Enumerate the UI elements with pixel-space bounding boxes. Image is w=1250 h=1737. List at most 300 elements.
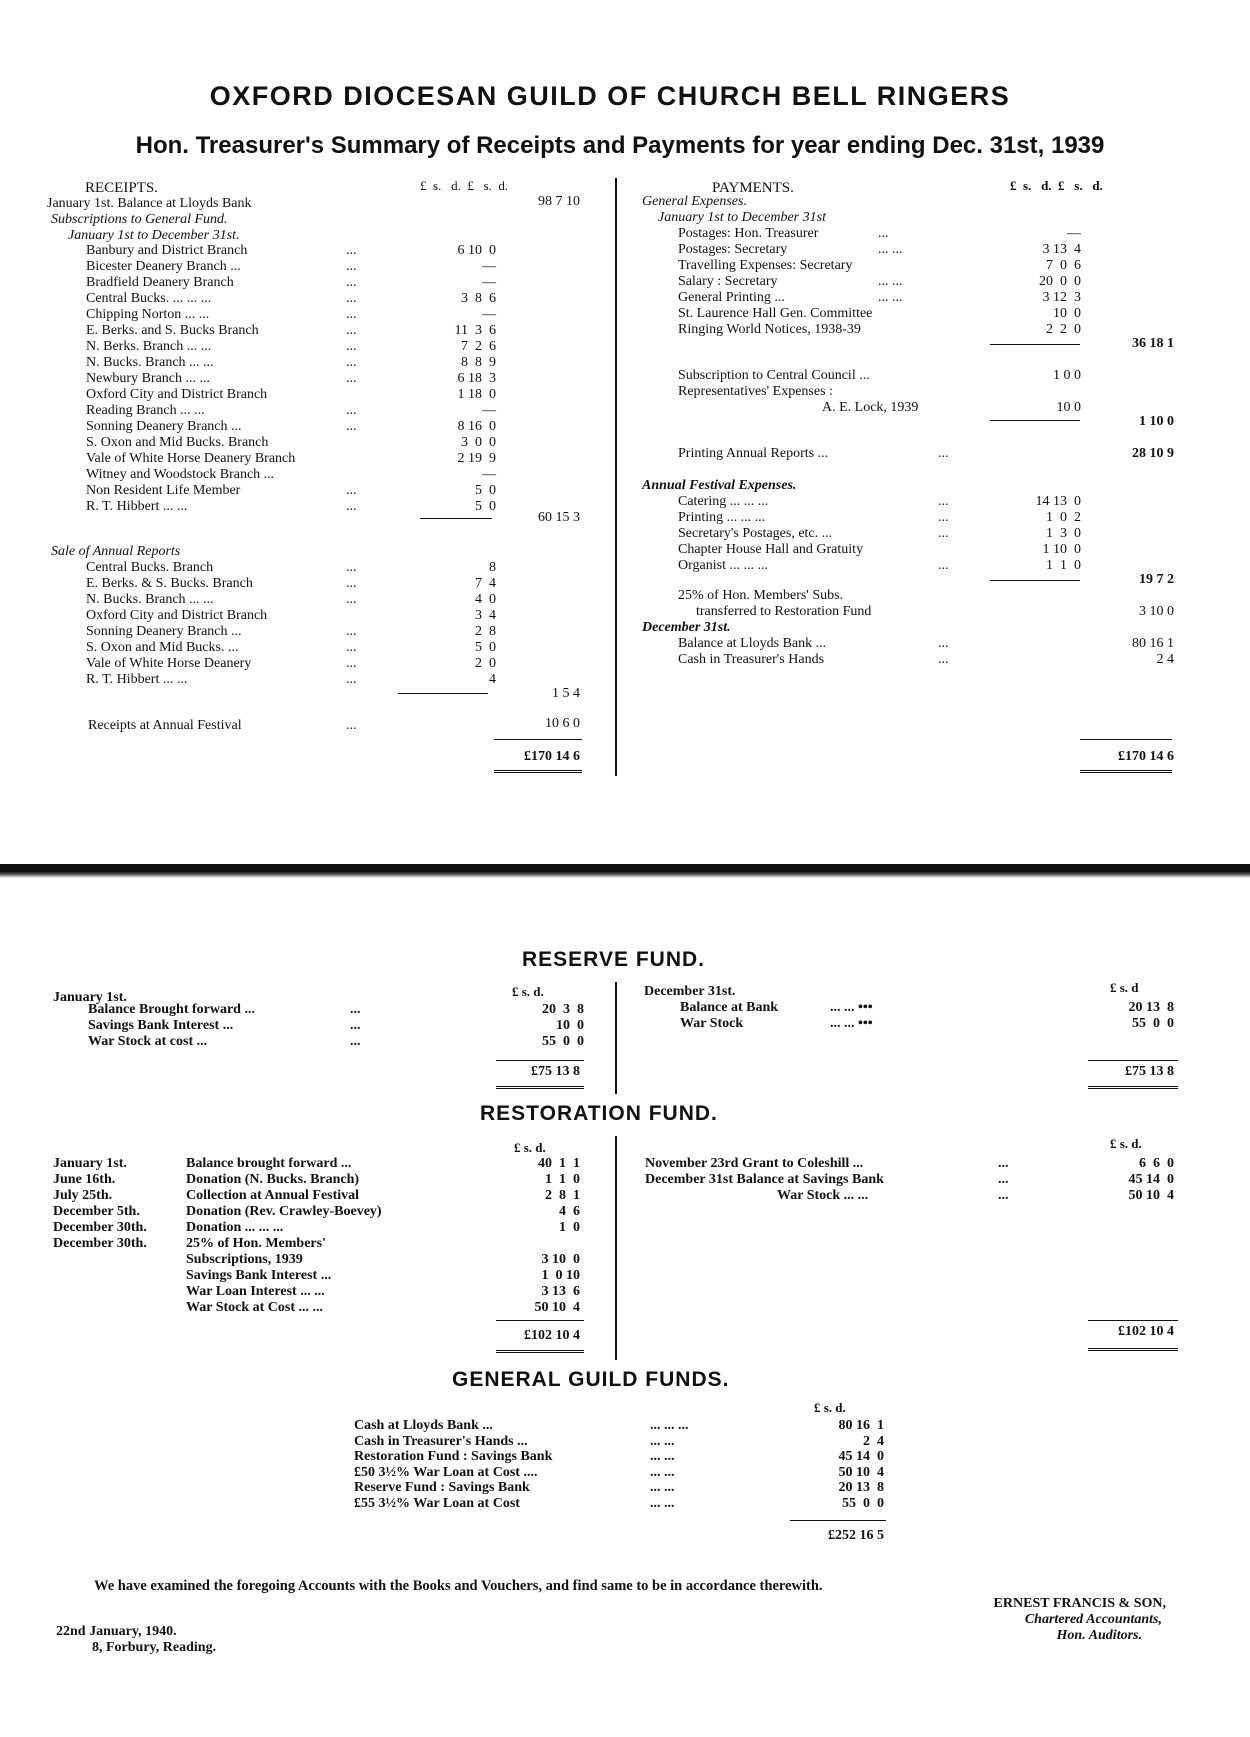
leader-dots: ... bbox=[346, 560, 357, 575]
reserve-divider bbox=[615, 982, 617, 1094]
entry-amount: 5 0 bbox=[475, 499, 496, 514]
entry-amount: 1 0 10 bbox=[541, 1268, 580, 1283]
entry-label: N. Bucks. Branch ... ... bbox=[86, 355, 214, 370]
reserve-left-row bbox=[88, 1018, 598, 1034]
receipts-balance-amount: 98 7 10 bbox=[538, 194, 580, 209]
reserve-left-lsd: £ s. d. bbox=[512, 984, 544, 999]
general-fund-row bbox=[354, 1480, 894, 1496]
entry-amount: 8 16 0 bbox=[457, 419, 496, 434]
festival-dots: ... bbox=[346, 718, 357, 733]
restoration-right-row bbox=[645, 1188, 1180, 1204]
entry-label: N. Berks. Branch ... ... bbox=[86, 339, 212, 354]
festival-expense-row bbox=[678, 558, 1088, 574]
payments-grand-total: £170 14 6 bbox=[1118, 749, 1174, 764]
entry-label: Donation (Rev. Crawley-Boevey) bbox=[186, 1204, 382, 1219]
sale-row bbox=[86, 592, 496, 608]
entry-amount: 8 8 9 bbox=[461, 355, 496, 370]
festival-expense-row bbox=[678, 510, 1088, 526]
leader-dots: ... bbox=[346, 307, 357, 322]
payments-total-rule bbox=[1080, 739, 1172, 740]
entry-amount: 3 13 6 bbox=[541, 1284, 580, 1299]
general-expense-row bbox=[678, 306, 1088, 322]
reserve-left-rule bbox=[496, 1060, 584, 1061]
entry-label: Witney and Woodstock Branch ... bbox=[86, 467, 275, 482]
cash-amount: 2 4 bbox=[1156, 652, 1174, 667]
leader-dots: ... bbox=[346, 576, 357, 591]
receipts-balance-line: January 1st. Balance at Lloyds Bank bbox=[47, 196, 252, 211]
leader-dots: ... bbox=[346, 592, 357, 607]
dec-heading: December 31st. bbox=[642, 620, 731, 635]
restoration-left-row bbox=[53, 1156, 593, 1172]
footer-address: 8, Forbury, Reading. bbox=[92, 1640, 217, 1655]
reserve-right-heading: December 31st. bbox=[644, 984, 736, 999]
leader-dots: ... bbox=[346, 624, 357, 639]
entry-amount: 6 18 3 bbox=[457, 371, 496, 386]
entry-date: June 16th. bbox=[53, 1172, 116, 1187]
entry-label: Central Bucks. ... ... ... bbox=[86, 291, 212, 306]
entry-amount: 10 0 bbox=[1053, 306, 1081, 321]
general-fund-row bbox=[354, 1465, 894, 1481]
subscription-row bbox=[86, 307, 496, 323]
reserve-left-row bbox=[88, 1002, 598, 1018]
page-separator bbox=[0, 864, 1250, 878]
leader-dots: ... bbox=[938, 558, 949, 573]
restoration-left-lsd: £ s. d. bbox=[514, 1140, 546, 1155]
subs-period: January 1st to December 31st. bbox=[68, 228, 240, 243]
restoration-left-row bbox=[186, 1268, 596, 1284]
reserve-right-total: £75 13 8 bbox=[1125, 1064, 1174, 1079]
reserve-right-lsd: £ s. d bbox=[1110, 980, 1139, 995]
leader-dots: ... bbox=[346, 656, 357, 671]
auditor-firm: ERNEST FRANCIS & SON, bbox=[993, 1596, 1166, 1611]
entry-label: General Printing ... bbox=[678, 290, 785, 305]
central-council: Subscription to Central Council ... bbox=[678, 368, 870, 383]
festival-expense-row bbox=[678, 494, 1088, 510]
leader-dots: ... bbox=[346, 323, 357, 338]
entry-label: War Loan Interest ... ... bbox=[186, 1284, 325, 1299]
subscription-row bbox=[86, 435, 496, 451]
entry-label: Catering ... ... ... bbox=[678, 494, 769, 509]
leader-dots: ... ... bbox=[650, 1480, 675, 1495]
restoration-left-row bbox=[53, 1204, 593, 1220]
entry-label: War Stock at cost ... bbox=[88, 1034, 208, 1049]
leader-dots: ... bbox=[346, 419, 357, 434]
general-lsd: £ s. d. bbox=[814, 1400, 846, 1415]
leader-dots: ... bbox=[346, 371, 357, 386]
subscription-row bbox=[86, 243, 496, 259]
festival-expense-row bbox=[678, 526, 1088, 542]
leader-dots: ... bbox=[346, 243, 357, 258]
leader-dots: ... bbox=[346, 339, 357, 354]
entry-amount: 1 0 bbox=[559, 1220, 580, 1235]
entry-label: Chipping Norton ... ... bbox=[86, 307, 210, 322]
entry-label: Printing ... ... ... bbox=[678, 510, 766, 525]
entry-label: Chapter House Hall and Gratuity bbox=[678, 542, 864, 557]
restoration-title: RESTORATION FUND. bbox=[480, 1102, 718, 1125]
entry-amount: 2 8 1 bbox=[545, 1188, 580, 1203]
entry-amount: 3 12 3 bbox=[1042, 290, 1081, 305]
entry-amount: 80 16 1 bbox=[838, 1418, 884, 1433]
entry-amount: 50 10 4 bbox=[838, 1464, 884, 1480]
leader-dots: ... bbox=[938, 510, 949, 525]
entry-label: £50 3½% War Loan at Cost .... bbox=[354, 1464, 538, 1480]
subscription-row bbox=[86, 483, 496, 499]
leader-dots: ... bbox=[998, 1172, 1009, 1187]
subs-total: 60 15 3 bbox=[538, 510, 580, 525]
entry-label: Travelling Expenses: Secretary bbox=[678, 258, 853, 273]
leader-dots: ... bbox=[350, 1034, 361, 1049]
sales-total: 1 5 4 bbox=[552, 686, 580, 701]
entry-amount: 20 13 8 bbox=[838, 1480, 884, 1495]
general-expense-row bbox=[678, 290, 1088, 306]
restoration-right-row bbox=[645, 1156, 1180, 1172]
printing-label: Printing Annual Reports ... bbox=[678, 446, 829, 461]
entry-label: Balance brought forward ... bbox=[186, 1156, 352, 1171]
entry-amount: 50 10 4 bbox=[1128, 1188, 1174, 1203]
general-expense-row bbox=[678, 242, 1088, 258]
subscription-row bbox=[86, 499, 496, 515]
general-expense-row bbox=[678, 258, 1088, 274]
subscription-row bbox=[86, 403, 496, 419]
subscription-row bbox=[86, 371, 496, 387]
restoration-left-row bbox=[186, 1252, 596, 1268]
entry-amount: 6 6 0 bbox=[1139, 1156, 1174, 1171]
entry-amount: 45 14 0 bbox=[838, 1449, 884, 1464]
entry-label: Cash at Lloyds Bank ... bbox=[354, 1418, 493, 1433]
entry-amount: 4 bbox=[489, 672, 496, 687]
leader-dots: ... bbox=[350, 1018, 361, 1033]
leader-dots: ... ... bbox=[650, 1464, 675, 1480]
entry-date: July 25th. bbox=[53, 1188, 113, 1203]
reserve-left-row bbox=[88, 1034, 598, 1050]
restoration-right-rule bbox=[1088, 1320, 1178, 1321]
festival-expense-row bbox=[678, 542, 1088, 558]
entry-label: November 23rd Grant to Coleshill ... bbox=[645, 1156, 864, 1171]
leader-dots: ... bbox=[346, 672, 357, 687]
entry-label: Donation (N. Bucks. Branch) bbox=[186, 1172, 360, 1187]
gen-total: 36 18 1 bbox=[1132, 336, 1174, 351]
entry-label: Oxford City and District Branch bbox=[86, 387, 268, 402]
reserve-right-row bbox=[680, 1016, 1180, 1032]
entry-label: Bradfield Deanery Branch bbox=[86, 275, 234, 290]
entry-date: January 1st. bbox=[53, 1156, 127, 1171]
entry-amount: 1 3 0 bbox=[1046, 526, 1081, 541]
document-title: OXFORD DIOCESAN GUILD OF CHURCH BELL RINGERS bbox=[209, 81, 1011, 111]
entry-amount: 4 0 bbox=[475, 592, 496, 607]
entry-amount: 3 13 4 bbox=[1042, 242, 1081, 257]
festival-label: Receipts at Annual Festival bbox=[88, 718, 242, 733]
entry-amount: 1 1 0 bbox=[1046, 558, 1081, 573]
rep-rule bbox=[990, 420, 1080, 421]
general-rule bbox=[790, 1520, 886, 1521]
gen-exp-heading: General Expenses. bbox=[642, 194, 747, 209]
auditor-role2: Hon. Auditors. bbox=[1056, 1628, 1142, 1643]
lloyds-amount: 80 16 1 bbox=[1132, 636, 1174, 651]
subscription-row bbox=[86, 387, 496, 403]
leader-dots: ... bbox=[350, 1002, 361, 1017]
entry-amount: 50 10 4 bbox=[534, 1300, 580, 1315]
fest-heading: Annual Festival Expenses. bbox=[642, 478, 797, 493]
restoration-right-row bbox=[645, 1172, 1180, 1188]
leader-dots: ... bbox=[346, 403, 357, 418]
reserve-left-total: £75 13 8 bbox=[531, 1064, 580, 1079]
reserve-right-rule2 bbox=[1088, 1086, 1178, 1089]
subscription-row bbox=[86, 291, 496, 307]
leader-dots: ... bbox=[346, 259, 357, 274]
general-fund-row bbox=[354, 1449, 894, 1465]
entry-label: Postages: Hon. Treasurer bbox=[678, 226, 819, 241]
restoration-left-total: £102 10 4 bbox=[524, 1328, 580, 1343]
reserve-right-rule bbox=[1088, 1060, 1178, 1061]
entry-amount: — bbox=[482, 467, 496, 482]
entry-label: War Stock ... ... bbox=[777, 1188, 869, 1203]
rep-amount: 10 0 bbox=[1056, 400, 1081, 415]
general-fund-row bbox=[354, 1496, 894, 1512]
entry-label: E. Berks. and S. Bucks Branch bbox=[86, 323, 259, 338]
entry-amount: 20 0 0 bbox=[1039, 274, 1081, 289]
receipts-heading: RECEIPTS. bbox=[85, 180, 158, 196]
entry-amount: 3 0 0 bbox=[461, 435, 496, 450]
rep-total: 1 10 0 bbox=[1139, 414, 1174, 429]
general-fund-row bbox=[354, 1434, 894, 1450]
entry-label: Bicester Deanery Branch ... bbox=[86, 259, 241, 274]
entry-amount: 20 3 8 bbox=[542, 1002, 584, 1017]
subscription-row bbox=[86, 259, 496, 275]
general-expense-row bbox=[678, 274, 1088, 290]
leader-dots: ... bbox=[346, 275, 357, 290]
receipts-total-rule bbox=[494, 739, 582, 740]
leader-dots: ... bbox=[346, 640, 357, 655]
subscription-row bbox=[86, 339, 496, 355]
entry-amount: 11 3 6 bbox=[454, 323, 496, 338]
entry-label: R. T. Hibbert ... ... bbox=[86, 499, 188, 514]
entry-label: Reading Branch ... ... bbox=[86, 403, 205, 418]
sale-row bbox=[86, 576, 496, 592]
festival-amount: 10 6 0 bbox=[545, 716, 580, 731]
receipts-grand-total: £170 14 6 bbox=[524, 749, 580, 764]
gen-exp-period: January 1st to December 31st bbox=[658, 210, 826, 225]
entry-label: S. Oxon and Mid Bucks. Branch bbox=[86, 435, 269, 450]
general-expense-row bbox=[678, 322, 1088, 338]
subscription-row bbox=[86, 467, 496, 483]
entry-label: Savings Bank Interest ... bbox=[88, 1018, 234, 1033]
entry-amount: 7 0 6 bbox=[1046, 258, 1081, 273]
fest-rule bbox=[990, 580, 1080, 581]
cash-dots: ... bbox=[938, 652, 949, 667]
entry-amount: 3 4 bbox=[475, 608, 496, 623]
entry-label: Central Bucks. Branch bbox=[86, 560, 214, 575]
leader-dots: ... ... ... bbox=[650, 1418, 689, 1433]
receipts-double-rule bbox=[494, 770, 582, 773]
entry-amount: 14 13 0 bbox=[1035, 494, 1081, 509]
entry-amount: 10 0 bbox=[556, 1018, 584, 1033]
subscription-row bbox=[86, 419, 496, 435]
general-title: GENERAL GUILD FUNDS. bbox=[452, 1368, 730, 1391]
entry-amount: — bbox=[482, 259, 496, 274]
restoration-left-row bbox=[53, 1188, 593, 1204]
entry-amount: 45 14 0 bbox=[1128, 1172, 1174, 1187]
entry-amount: 4 6 bbox=[559, 1204, 580, 1219]
sale-heading: Sale of Annual Reports bbox=[51, 544, 181, 559]
document-subtitle: Hon. Treasurer's Summary of Receipts and Payments for year ending Dec. 31st, 1939 bbox=[135, 132, 1105, 159]
entry-amount: 2 2 0 bbox=[1046, 322, 1081, 337]
entry-amount: — bbox=[482, 403, 496, 418]
entry-date: December 30th. bbox=[53, 1236, 147, 1251]
entry-label: Balance Brought forward ... bbox=[88, 1002, 255, 1017]
entry-label: Reserve Fund : Savings Bank bbox=[354, 1480, 530, 1495]
entry-label: Secretary's Postages, etc. ... bbox=[678, 526, 833, 541]
restoration-left-row bbox=[53, 1236, 593, 1252]
sales-rule bbox=[398, 693, 488, 694]
subscription-row bbox=[86, 451, 496, 467]
entry-amount: 5 0 bbox=[475, 640, 496, 655]
entry-label: Savings Bank Interest ... bbox=[186, 1268, 332, 1283]
reserve-left-heading: January 1st. bbox=[53, 990, 127, 1005]
lloyds-dots: ... bbox=[938, 636, 949, 651]
sale-row bbox=[86, 672, 496, 688]
entry-amount: 55 0 0 bbox=[1132, 1016, 1174, 1031]
audit-statement: We have examined the foregoing Accounts with the Books and Vouchers, and find same to be in accordance therewith. bbox=[94, 1578, 823, 1594]
entry-label: R. T. Hibbert ... ... bbox=[86, 672, 188, 687]
entry-label: Salary : Secretary bbox=[678, 274, 778, 289]
printing-dots: ... bbox=[938, 446, 949, 461]
entry-amount: 55 0 0 bbox=[842, 1495, 884, 1511]
entry-label: £55 3½% War Loan at Cost bbox=[354, 1495, 520, 1511]
entry-label: Subscriptions, 1939 bbox=[186, 1252, 303, 1267]
sale-row bbox=[86, 560, 496, 576]
leader-dots: ... ... bbox=[650, 1449, 675, 1464]
entry-label: Restoration Fund : Savings Bank bbox=[354, 1449, 553, 1464]
entry-label: S. Oxon and Mid Bucks. ... bbox=[86, 640, 239, 655]
entry-label: Non Resident Life Member bbox=[86, 483, 241, 498]
leader-dots: ... ... bbox=[650, 1433, 675, 1449]
leader-dots: ... ... bbox=[878, 274, 903, 289]
entry-label: N. Bucks. Branch ... ... bbox=[86, 592, 214, 607]
leader-dots: ... bbox=[346, 483, 357, 498]
sale-row bbox=[86, 640, 496, 656]
restoration-right-total: £102 10 4 bbox=[1118, 1324, 1174, 1339]
restoration-left-rule2 bbox=[496, 1350, 584, 1353]
restoration-right-rule2 bbox=[1088, 1348, 1178, 1351]
entry-amount: 6 10 0 bbox=[457, 243, 496, 258]
leader-dots: ... bbox=[346, 355, 357, 370]
entry-label: Organist ... ... ... bbox=[678, 558, 768, 573]
entry-amount: 2 0 bbox=[475, 656, 496, 671]
entry-label: 25% of Hon. Members' bbox=[186, 1236, 326, 1251]
entry-amount: 3 8 6 bbox=[461, 291, 496, 306]
column-divider bbox=[615, 178, 617, 776]
fest-total: 19 7 2 bbox=[1139, 572, 1174, 587]
leader-dots: ... bbox=[998, 1188, 1009, 1203]
restoration-left-row bbox=[53, 1220, 593, 1236]
lloyds-balance: Balance at Lloyds Bank ... bbox=[678, 636, 827, 651]
entry-amount: 2 4 bbox=[863, 1433, 884, 1449]
subscription-row bbox=[86, 275, 496, 291]
reserve-title: RESERVE FUND. bbox=[522, 948, 705, 971]
leader-dots: ... bbox=[878, 226, 889, 241]
entry-amount: 1 1 0 bbox=[545, 1172, 580, 1187]
lsd-col-head-right: £ s. d. £ s. d. bbox=[1010, 178, 1103, 193]
entry-date: December 5th. bbox=[53, 1204, 140, 1219]
general-total: £252 16 5 bbox=[828, 1528, 884, 1543]
entry-label: E. Berks. & S. Bucks. Branch bbox=[86, 576, 253, 591]
entry-amount: 20 13 8 bbox=[1128, 1000, 1174, 1015]
restoration-left-row bbox=[186, 1300, 596, 1316]
restoration-left-row bbox=[53, 1172, 593, 1188]
rep-name: A. E. Lock, 1939 bbox=[822, 400, 919, 415]
entry-label: December 31st Balance at Savings Bank bbox=[645, 1172, 884, 1187]
transfer-line1: 25% of Hon. Members' Subs. bbox=[678, 588, 844, 603]
entry-label: Vale of White Horse Deanery Branch bbox=[86, 451, 296, 466]
leader-dots: ... bbox=[998, 1156, 1009, 1171]
gen-rule bbox=[990, 344, 1080, 345]
entry-label: Sonning Deanery Branch ... bbox=[86, 419, 242, 434]
transfer-amount: 3 10 0 bbox=[1139, 604, 1174, 619]
reserve-right-row bbox=[680, 1000, 1180, 1016]
entry-label: Banbury and District Branch bbox=[86, 243, 248, 258]
transfer-line2: transferred to Restoration Fund bbox=[696, 604, 872, 619]
leader-dots: ... bbox=[938, 494, 949, 509]
lsd-col-head: £ s. d. £ s. d. bbox=[420, 178, 509, 193]
payments-double-rule bbox=[1080, 770, 1172, 773]
entry-label: Newbury Branch ... ... bbox=[86, 371, 211, 386]
restoration-divider bbox=[615, 1136, 617, 1360]
entry-amount: 7 4 bbox=[475, 576, 496, 591]
entry-amount: 3 10 0 bbox=[541, 1252, 580, 1267]
cash-hands: Cash in Treasurer's Hands bbox=[678, 652, 825, 667]
subscription-row bbox=[86, 323, 496, 339]
entry-label: War Stock at Cost ... ... bbox=[186, 1300, 324, 1315]
restoration-right-lsd: £ s. d. bbox=[1110, 1136, 1142, 1151]
entry-amount: 1 10 0 bbox=[1042, 542, 1081, 557]
entry-amount: 7 2 6 bbox=[461, 339, 496, 354]
restoration-left-rule bbox=[496, 1320, 584, 1321]
subs-heading: Subscriptions to General Fund. bbox=[51, 212, 228, 227]
leader-dots: ... ... bbox=[650, 1495, 675, 1511]
entry-label: St. Laurence Hall Gen. Committee bbox=[678, 306, 873, 321]
entry-amount: 5 0 bbox=[475, 483, 496, 498]
entry-amount: 55 0 0 bbox=[542, 1034, 584, 1049]
general-fund-row bbox=[354, 1418, 894, 1434]
auditor-role1: Chartered Accountants, bbox=[1024, 1612, 1162, 1627]
entry-label: Sonning Deanery Branch ... bbox=[86, 624, 242, 639]
entry-label: Vale of White Horse Deanery bbox=[86, 656, 252, 671]
sale-row bbox=[86, 656, 496, 672]
leader-dots: ... bbox=[938, 526, 949, 541]
entry-label: Cash in Treasurer's Hands ... bbox=[354, 1433, 528, 1449]
entry-amount: 8 bbox=[489, 560, 496, 575]
entry-label: Postages: Secretary bbox=[678, 242, 788, 257]
restoration-left-row bbox=[186, 1284, 596, 1300]
entry-amount: 2 19 9 bbox=[457, 451, 496, 466]
entry-amount: 2 8 bbox=[475, 624, 496, 639]
leader-dots: ... ... bbox=[878, 242, 903, 257]
sale-row bbox=[86, 608, 496, 624]
entry-amount: 40 1 1 bbox=[538, 1156, 580, 1171]
payments-heading: PAYMENTS. bbox=[712, 180, 794, 196]
entry-amount: 1 0 2 bbox=[1046, 510, 1081, 525]
entry-label: Collection at Annual Festival bbox=[186, 1188, 360, 1203]
entry-label: War Stock bbox=[680, 1016, 744, 1031]
entry-amount: — bbox=[482, 307, 496, 322]
leader-dots: ... ... ••• bbox=[830, 1016, 873, 1031]
general-expense-row bbox=[678, 226, 1088, 242]
footer-date: 22nd January, 1940. bbox=[56, 1624, 177, 1639]
entry-label: Balance at Bank bbox=[680, 1000, 779, 1015]
leader-dots: ... bbox=[346, 291, 357, 306]
leader-dots: ... ... ••• bbox=[830, 1000, 873, 1015]
entry-label: Ringing World Notices, 1938-39 bbox=[678, 322, 861, 337]
